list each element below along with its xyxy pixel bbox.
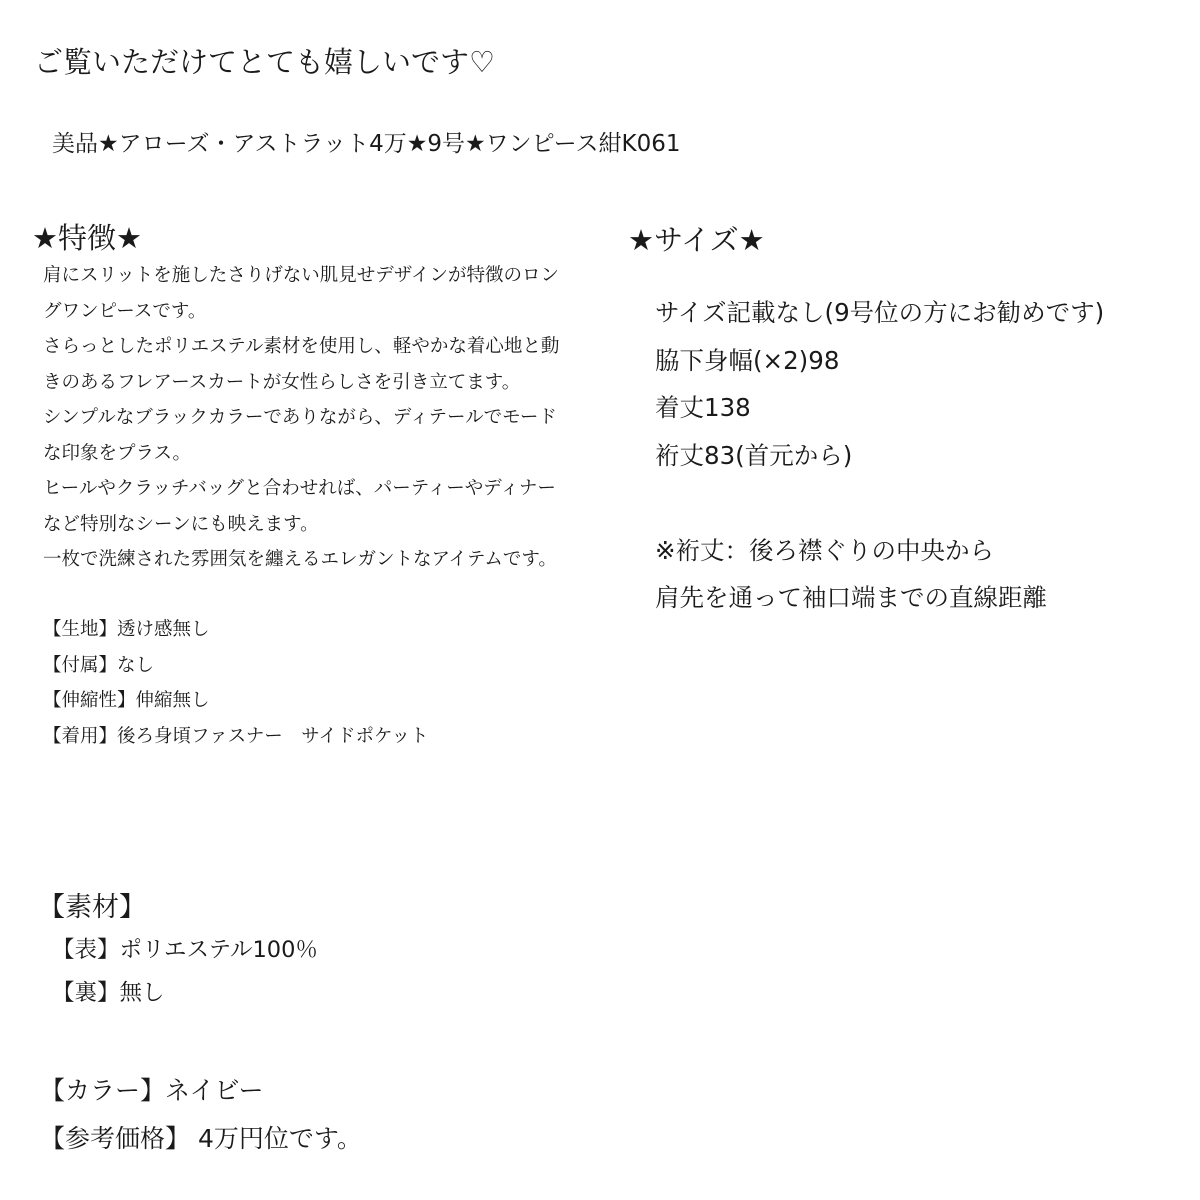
- size-length-line: 着丈138: [655, 393, 751, 422]
- size-label-line: サイズ記載なし(9号位の方にお勧めです): [655, 298, 1105, 327]
- description-line: な印象をプラス。: [43, 442, 192, 464]
- description-line: など特別なシーンにも映えます。: [43, 513, 319, 535]
- spec-accessories: 【付属】なし: [43, 654, 155, 676]
- price-line: 【参考価格】 4万円位です。: [40, 1124, 362, 1153]
- spec-stretch: 【伸縮性】伸縮無し: [43, 690, 210, 711]
- size-heading: ★サイズ★: [628, 223, 765, 257]
- material-lining: 【裏】無し: [52, 980, 165, 1006]
- spec-list: [43, 612, 429, 754]
- features-heading: ★特徴★: [32, 221, 142, 255]
- spec-wearing: 【着用】後ろ身頃ファスナー サイドポケット: [43, 725, 429, 747]
- greeting-text: ご覧いただけてとても嬉しいです♡: [34, 45, 495, 79]
- description-line: グワンピースです。: [43, 300, 207, 322]
- description-line: 肩にスリットを施したさりげない肌見せデザインが特徴のロン: [43, 265, 559, 286]
- size-sleeve-line: 裄丈83(首元から): [655, 440, 853, 470]
- features-description: [43, 258, 603, 578]
- size-note-line: ※裄丈：後ろ襟ぐりの中央から: [655, 535, 995, 565]
- description-line: 一枚で洗練された雰囲気を纏えるエレガントなアイテムです。: [43, 549, 557, 570]
- description-line: シンプルなブラックカラーでありながら、ディテールでモード: [43, 407, 557, 428]
- spacer: [655, 479, 1104, 527]
- color-line: 【カラー】ネイビー: [40, 1076, 264, 1105]
- spec-fabric: 【生地】透け感無し: [43, 619, 210, 640]
- material-heading: 【素材】: [38, 892, 146, 923]
- description-line: さらっとしたポリエステル素材を使用し、軽やかな着心地と動: [43, 336, 560, 357]
- material-outer: 【表】ポリエステル100％: [52, 937, 318, 963]
- description-line: きのあるフレアースカートが女性らしさを引き立てます。: [43, 371, 521, 393]
- description-line: ヒールやクラッチバッグと合わせれば、パーティーやディナー: [43, 478, 556, 499]
- size-width-line: 脇下身幅(×2)98: [655, 345, 840, 375]
- size-details: [655, 289, 1104, 622]
- product-title: 美品★アローズ・アストラット4万★9号★ワンピース紺K061: [52, 131, 681, 157]
- material-list: [52, 929, 318, 1015]
- size-note-line: 肩先を通って袖口端までの直線距離: [655, 583, 1047, 612]
